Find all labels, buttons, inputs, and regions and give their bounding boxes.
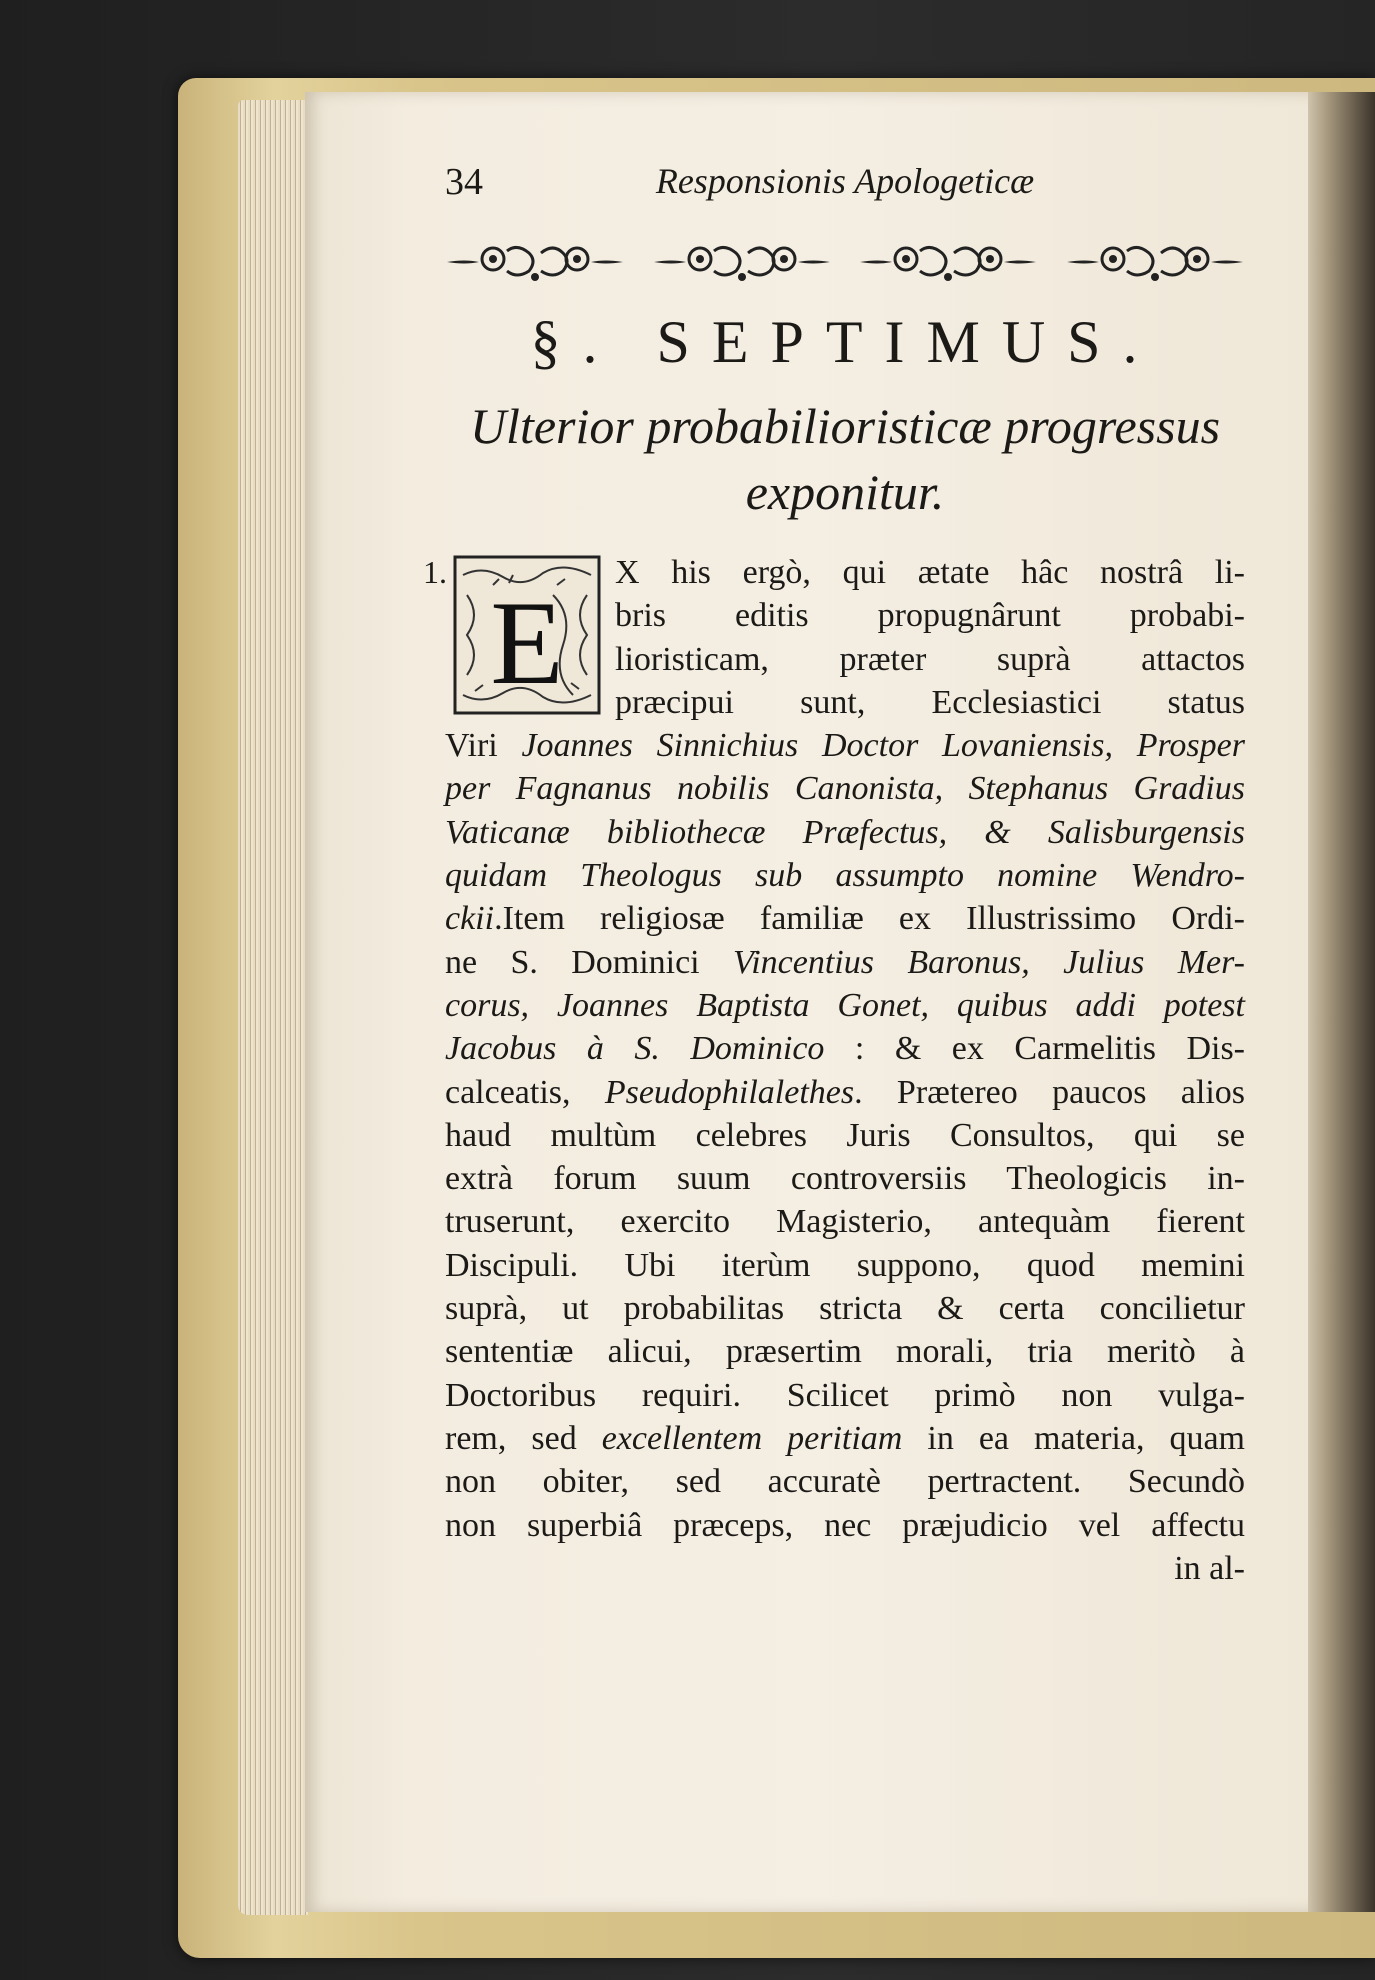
text-segment: Viri (445, 727, 522, 765)
body-paragraph (423, 551, 1246, 1590)
catchword: in al- (1174, 1549, 1245, 1587)
text-line (445, 1504, 1245, 1547)
text-segment: corus, Joannes Baptista Gonet, quibus addi potest (445, 986, 1245, 1024)
text-segment: ne S. Dominici (445, 943, 733, 981)
text-line (445, 1287, 1245, 1330)
section-subtitle (445, 393, 1245, 525)
page-text (423, 160, 1246, 1590)
text-line (445, 1027, 1245, 1070)
text-segment: extrà forum suum controversiis Theologicis in- (445, 1160, 1245, 1198)
text-segment: excellentem peritiam (601, 1419, 903, 1457)
text-segment: rem, sed (445, 1419, 602, 1457)
text-line (445, 1417, 1245, 1460)
paragraph-number: 1. (423, 554, 447, 590)
text-segment: per Fagnanus nobilis Canonista, Stephanus Gradius (445, 770, 1245, 808)
text-line (445, 1460, 1245, 1503)
printer-ornament-band (445, 234, 1245, 290)
text-segment: suprà, ut probabilitas stricta & certa concilietur (445, 1290, 1245, 1328)
text-segment: non obiter, sed accuratè pertractent. Secundò (445, 1463, 1245, 1501)
text-segment: Vaticanæ bibliothecæ Præfectus, & Salisburgensis (445, 813, 1245, 851)
page-edges (238, 100, 308, 1915)
subtitle-line: Ulterior probabilioristicæ progressus (469, 398, 1221, 454)
text-line (445, 767, 1245, 810)
text-line (445, 1374, 1245, 1417)
text-line (445, 1114, 1245, 1157)
text-segment: Jacobus à S. Dominico (445, 1030, 825, 1068)
text-line (445, 897, 1245, 940)
running-head (445, 160, 1245, 220)
text-segment: .Item religiosæ familiæ ex Illustrissimo Ordi- (494, 900, 1245, 938)
text-segment: sententiæ alicui, præsertim morali, tria meritò à (445, 1333, 1245, 1371)
section-heading: §. SEPTIMUS. (530, 309, 1160, 375)
text-segment: bris editis propugnârunt probabi- (615, 597, 1245, 635)
text-segment: . Prætereo paucos alios (854, 1073, 1245, 1111)
text-segment: Pseudophilalethes (604, 1073, 855, 1111)
ornament-fleuron-icon (858, 237, 1038, 287)
text-segment: præcipui sunt, Ecclesiastici status (615, 683, 1245, 721)
text-line (445, 811, 1245, 854)
text-line (445, 941, 1245, 984)
svg-text:E: E (490, 576, 564, 709)
text-line (445, 984, 1245, 1027)
ornament-fleuron-icon (445, 237, 625, 287)
text-line (445, 1200, 1245, 1243)
running-title: Responsionis Apologeticæ (655, 161, 1035, 201)
text-segment: Joannes Sinnichius Doctor Lovaniensis, Prosper (521, 727, 1245, 765)
text-line (445, 1330, 1245, 1373)
text-segment: calceatis, (445, 1073, 605, 1111)
subtitle-line: exponitur. (745, 464, 945, 520)
text-line (445, 1244, 1245, 1287)
text-segment: Discipuli. Ubi iterùm suppono, quod memini (445, 1246, 1245, 1284)
text-segment: ckii (445, 900, 495, 938)
text-segment: : & ex Carmelitis Dis- (824, 1030, 1245, 1068)
text-segment: X his ergò, qui ætate hâc nostrâ li- (615, 554, 1245, 591)
text-line (445, 1071, 1245, 1114)
text-segment: lioristicam, præter suprà attactos (615, 640, 1245, 678)
text-segment: Doctoribus requiri. Scilicet primò non vulga- (445, 1376, 1245, 1414)
text-line (445, 724, 1245, 767)
text-segment: truserunt, exercito Magisterio, antequàm fierent (445, 1203, 1245, 1241)
ornament-fleuron-icon (1065, 237, 1245, 287)
text-segment: haud multùm celebres Juris Consultos, qui se (445, 1116, 1245, 1154)
text-line (445, 854, 1245, 897)
ornament-fleuron-icon (652, 237, 832, 287)
decorated-initial-icon (453, 555, 601, 715)
text-line (445, 1157, 1245, 1200)
text-segment: in ea materia, quam (902, 1419, 1246, 1457)
text-segment: Vincentius Baronus, Julius Mer- (732, 943, 1245, 981)
page-number: 34 (445, 161, 483, 203)
gutter-shadow (1308, 92, 1375, 1912)
text-segment: quidam Theologus sub assumpto nomine Wendro- (445, 857, 1245, 895)
text-segment: non superbiâ præceps, nec præjudicio vel affectu (445, 1506, 1245, 1544)
